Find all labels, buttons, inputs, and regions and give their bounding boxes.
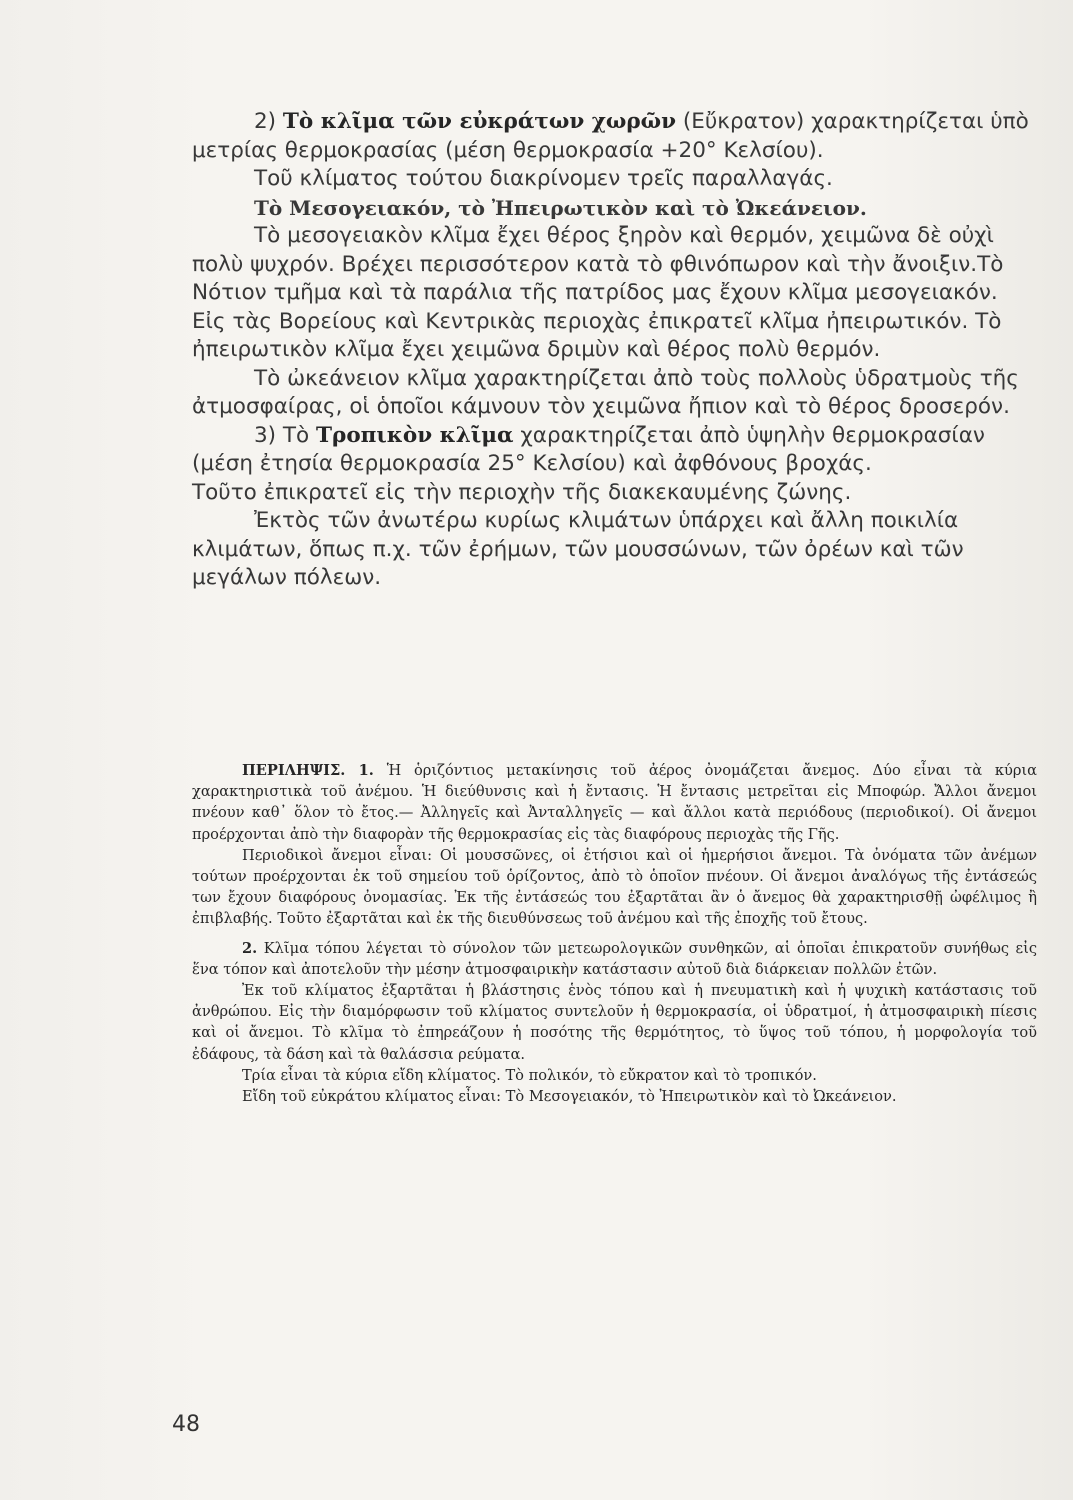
summary-climate-definition (192, 938, 1037, 980)
paragraph-variations: Τοῦ κλίματος τούτου διακρίνομεν τρεῖς παραλλαγάς. (254, 166, 833, 191)
summary-text: Ἡ ὁριζόντιος μετακίνησις τοῦ ἀέρος ὀνομάζεται ἄνεμος. Δύο εἶναι τὰ κύρια χαρακτηριστικὰ τοῦ ἀνέμου. Ἡ διεύθυνσις καὶ ἡ ἔντασις. Ἡ ἔντασις μετρεῖται εἰς Μποφώρ. Ἄλλοι ἄνεμοι πνέουν καθ᾽ ὅλον τὸ ἔτος.— Ἀλληγεῖς καὶ Ἀνταλληγεῖς — καὶ ἄλλοι κατὰ περιόδους (περιοδικοί). Οἱ ἄνεμοι προέρχονται ἀπὸ τὴν διαφορὰν τῆς θερμοκρασίας εἰς τὰς διαφόρους περιοχὰς τῆς Γῆς. (192, 762, 1038, 843)
main-text-block (192, 108, 1037, 593)
paragraph-text: χαρακτηρίζεται ἀπὸ ὑψηλὴν θερμοκρασίαν (μέση ἐτησία θερμοκρασία 25° Κελσίου) καὶ ἀφθόνους βροχάς. (192, 422, 985, 476)
paragraph-number: 2) (254, 109, 277, 134)
paragraph-number: 3) Τὸ (254, 422, 317, 448)
summary-label: ΠΕΡΙΛΗΨΙΣ. 1. (242, 762, 374, 779)
paragraph-text: (Εὔκρατον) χαρακτηρίζεται ὑπὸ μετρίας θερμοκρασίας (μέση θερμοκρασία +20° Κελσίου). (192, 109, 1029, 163)
summary-climate-factors: Ἐκ τοῦ κλίματος ἐξαρτᾶται ἡ βλάστησις ἑνὸς τόπου καὶ ἡ πνευματικὴ καὶ ἡ ψυχικὴ κατάστασις τοῦ ἀνθρώπου. Εἰς τὴν διαμόρφωσιν τοῦ κλίματος συντελοῦν ἡ θερμοκρασία, οἱ ὑδρατμοί, ἡ ἀτμοσφαιρικὴ πίεσις καὶ οἱ ἄνεμοι. Τὸ κλῖμα τὸ ἐπηρεάζουν ἡ ποσότης τῆς θερμότητος, τὸ ὕψος τοῦ τόπου, ἡ μορφολογία τοῦ ἐδάφους, τὰ δάση καὶ τὰ θαλάσσια ρεύματα. (192, 982, 1037, 1063)
paragraph-temperate-climate (192, 108, 1037, 165)
bold-term: Τὸ κλῖμα τῶν εὐκράτων χωρῶν (282, 109, 677, 134)
summary-periodic-winds: Περιοδικοὶ ἄνεμοι εἶναι: Οἱ μουσσῶνες, οἱ ἐτήσιοι καὶ οἱ ἡμερήσιοι ἄνεμοι. Τὰ ὀνόματα τῶν ἀνέμων τούτων προέρχονται ἐκ τοῦ σημείου τοῦ ὁρίζοντος, ἀπὸ τὸ ὁποῖον πνέουν. Οἱ ἄνεμοι ἀναλόγως τῆς ἐντάσεώς των ἔχουν διαφόρους ὀνομασίας. Ἐκ τῆς ἐντάσεώς του ἐξαρτᾶται ἂν ὁ ἄνεμος θὰ χαρακτηρισθῇ ὠφέλιμος ἢ ἐπιβλαβής. Τοῦτο ἐξαρτᾶται καὶ ἐκ τῆς διευθύνσεως τοῦ ἀνέμου καὶ τῆς ἐποχῆς τοῦ ἔτους. (192, 846, 1037, 928)
paragraph-torrid-zone: Τοῦτο ἐπικρατεῖ εἰς τὴν περιοχὴν τῆς διακεκαυμένης ζώνης. (192, 479, 852, 505)
page-number: 48 (172, 1412, 200, 1437)
summary-text: Κλῖμα τόπου λέγεται τὸ σύνολον τῶν μετεωρολογικῶν συνθηκῶν, αἱ ὁποῖαι ἐπικρατοῦν συνήθως εἰς ἕνα τόπον καὶ ἀποτελοῦν τὴν μέσην ἀτμοσφαιρικὴν κατάστασιν αὐτοῦ διὰ διάρκειαν πολλῶν ἐτῶν. (192, 939, 1038, 978)
bold-term: Τροπικὸν κλῖμα (316, 422, 514, 448)
paragraph-other-climates: Ἐκτὸς τῶν ἀνωτέρω κυρίως κλιμάτων ὑπάρχει καὶ ἄλλη ποικιλία κλιμάτων, ὅπως π.χ. τῶν ἐρήμων, τῶν μουσσώνων, τῶν ὀρέων καὶ τῶν μεγάλων πόλεων. (192, 508, 964, 590)
summary-block (192, 760, 1037, 1107)
paragraph-mediterranean: Τὸ μεσογειακὸν κλῖμα ἔχει θέρος ξηρὸν καὶ θερμόν, χειμῶνα δὲ οὐχὶ πολὺ ψυχρόν. Βρέχει περισσότερον κατὰ τὸ φθινόπωρον καὶ τὴν ἄνοιξιν.Τὸ Νότιον τμῆμα καὶ τὰ παράλια τῆς πατρίδος μας ἔχουν κλῖμα μεσογειακόν. Εἰς τὰς Βορείους καὶ Κεντρικὰς περιοχὰς ἐπικρατεῖ κλῖμα ἠπειρωτικόν. Τὸ ἠπειρωτικὸν κλῖμα ἔχει χειμῶνα δριμὺν καὶ θέρος πολὺ θερμόν. (192, 223, 1004, 362)
climate-types-heading: Τὸ Μεσογειακόν, τὸ Ἠπειρωτικὸν καὶ τὸ Ὠκεάνειον. (254, 195, 867, 220)
summary-temperate-kinds: Εἴδη τοῦ εὐκράτου κλίματος εἶναι: Τὸ Μεσογειακόν, τὸ Ἠπειρωτικὸν καὶ τὸ Ὠκεάνειον. (242, 1088, 897, 1106)
summary-wind (192, 760, 1037, 845)
paragraph-oceanic: Τὸ ὠκεάνειον κλῖμα χαρακτηρίζεται ἀπὸ τοὺς πολλοὺς ὑδρατμοὺς τῆς ἀτμοσφαίρας, οἱ ὁποῖοι κάμνουν τὸν χειμῶνα ἤπιον καὶ τὸ θέρος δροσερόν. (192, 365, 1019, 419)
summary-climate-kinds: Τρία εἶναι τὰ κύρια εἴδη κλίματος. Τὸ πολικόν, τὸ εὔκρατον καὶ τὸ τροπικόν. (242, 1066, 817, 1084)
summary-number: 2. (242, 939, 258, 957)
paragraph-tropical (192, 422, 1037, 479)
